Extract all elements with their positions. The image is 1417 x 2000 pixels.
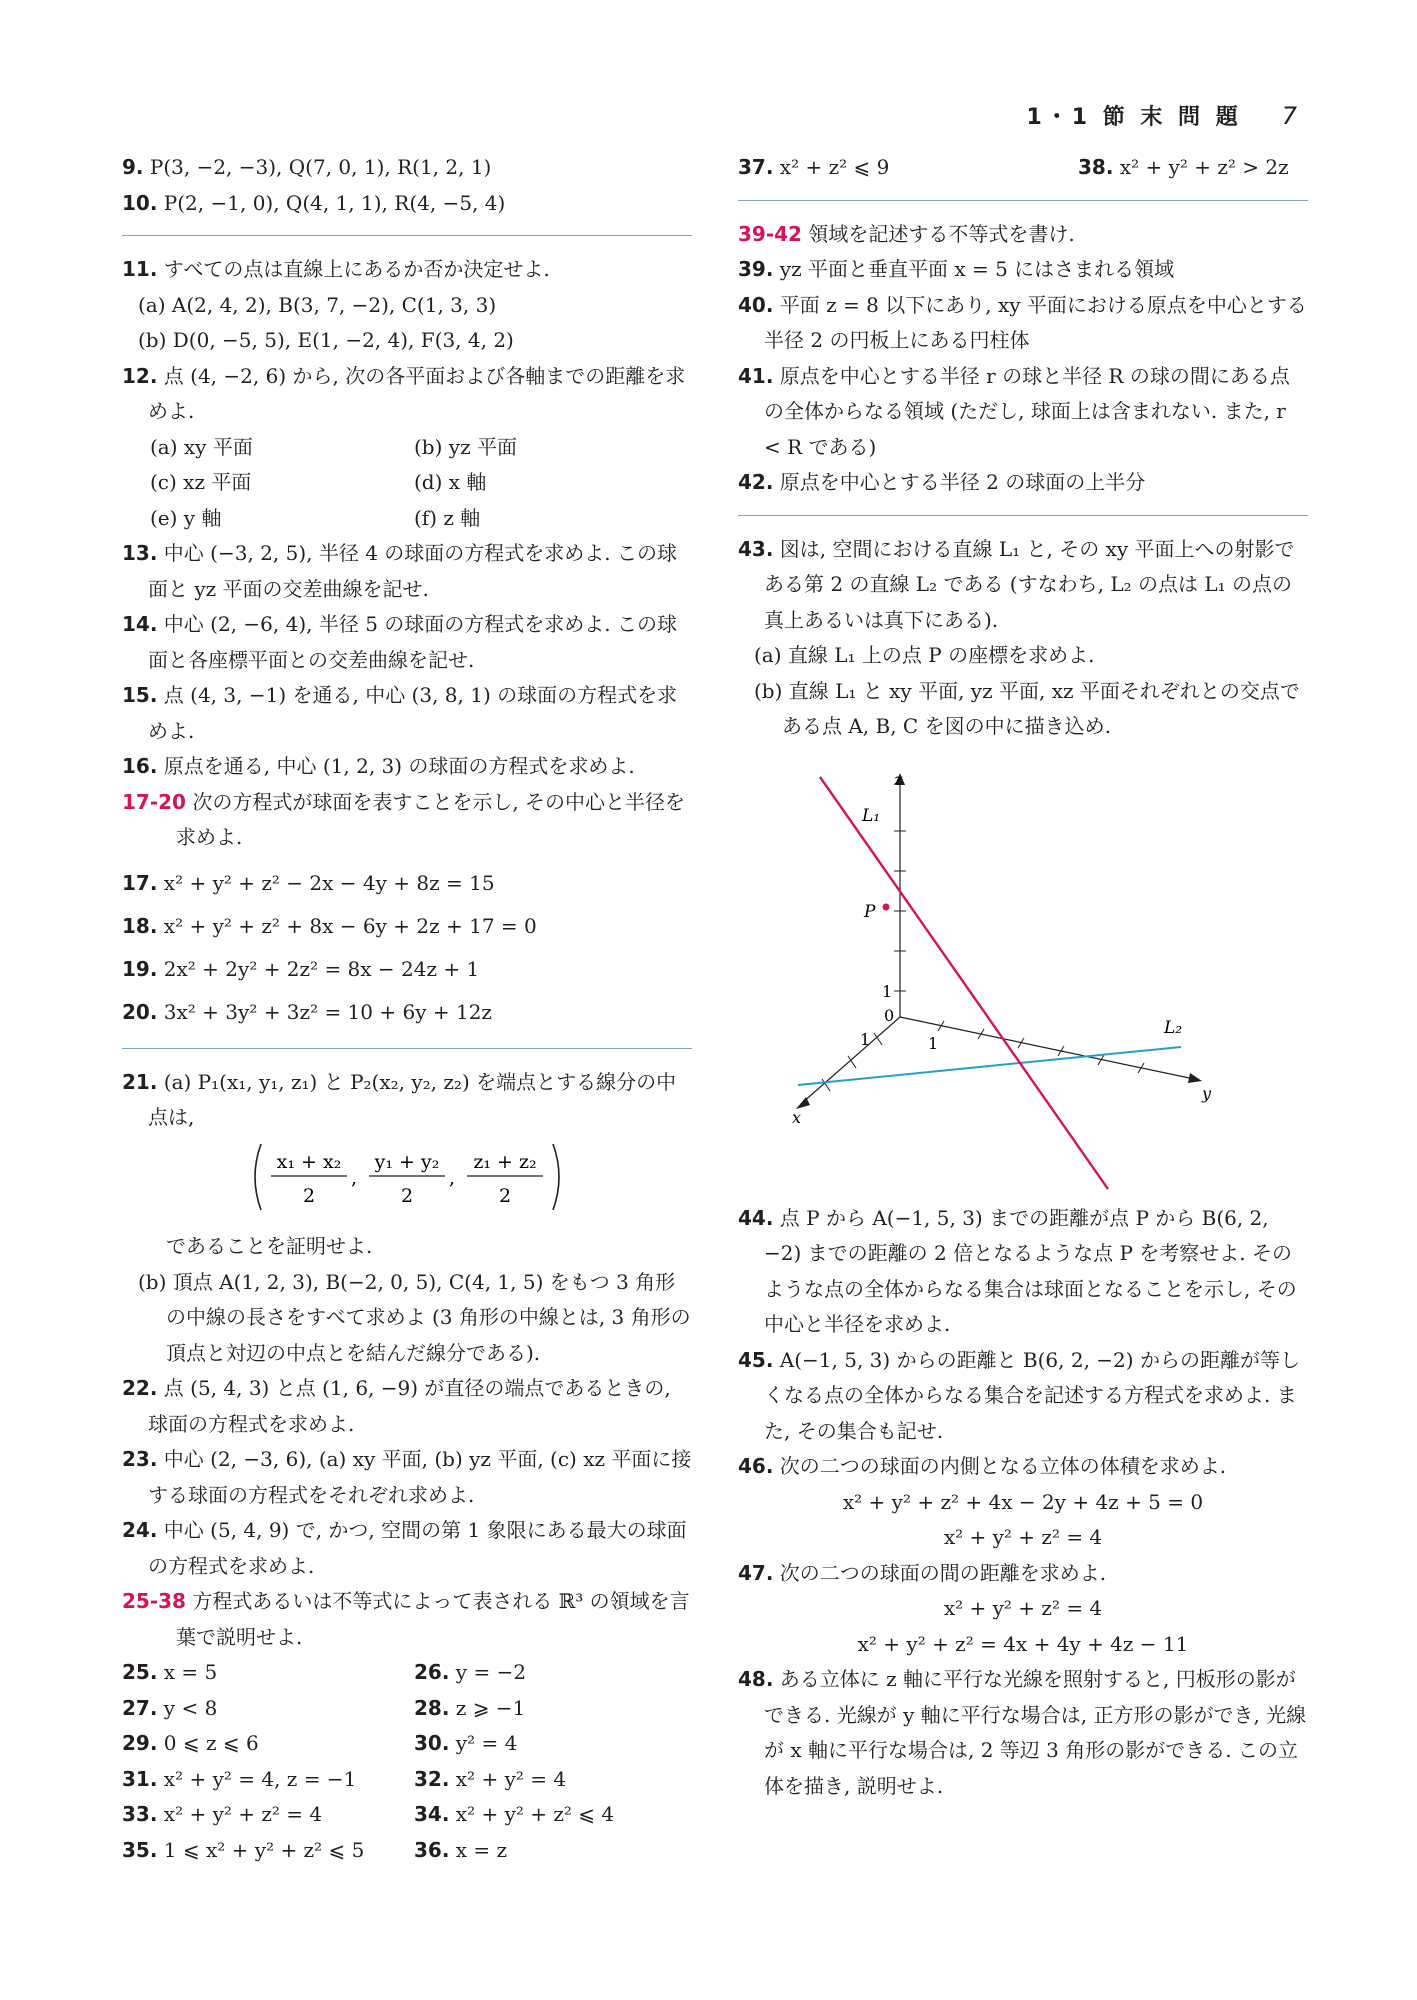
problem-43b: (b) 直線 L₁ と xy 平面, yz 平面, xz 平面それぞれとの交点である点 A, B, C を図の中に描き込め. xyxy=(754,678,1300,738)
right-column xyxy=(738,150,1308,1804)
problem-17: 17. x² + y² + z² − 2x − 4y + 8z = 15 xyxy=(122,870,495,895)
problem-text: x = z xyxy=(455,1837,508,1862)
page-number: 7 xyxy=(1281,102,1297,130)
problem-46-eq1: x² + y² + z² + 4x − 2y + 4z + 5 = 0 xyxy=(842,1489,1204,1514)
problem-41: 41. 原点を中心とする半径 r の球と半径 R の球の間にある点の全体からなる領域 (ただし, 球面上は含まれない. また, r < R である) xyxy=(738,363,1290,459)
problem-number: 28. xyxy=(414,1695,450,1720)
problem-text: x² + y² + z² ⩽ 4 xyxy=(455,1802,615,1826)
problem-11: 11. すべての点は直線上にあるか否か決定せよ. xyxy=(122,257,550,281)
problem-22: 22. 点 (5, 4, 3) と点 (1, 6, −9) が直径の端点であるときの, 球面の方程式を求めよ. xyxy=(122,1376,671,1436)
frac2-denominator: 2 xyxy=(400,1184,414,1207)
problem-item xyxy=(122,1655,414,1691)
problem-45: 45. A(−1, 5, 3) からの距離と B(6, 2, −2) からの距離が等しくなる点の全体からなる集合を記述する方程式を求めよ. また, その集合も記せ. xyxy=(738,1347,1300,1443)
problem-16: 16. 原点を通る, 中心 (1, 2, 3) の球面の方程式を求めよ. xyxy=(122,754,635,778)
problem-pair xyxy=(122,1726,692,1762)
problem-text: z ⩾ −1 xyxy=(455,1695,526,1720)
divider xyxy=(122,235,692,236)
problem-19: 19. 2x² + 2y² + 2z² = 8x − 24z + 1 xyxy=(122,956,480,981)
problem-23: 23. 中心 (2, −3, 6), (a) xy 平面, (b) yz 平面, (c) xz 平面に接する球面の方程式をそれぞれ求めよ. xyxy=(122,1447,692,1507)
problem-44: 44. 点 P から A(−1, 5, 3) までの距離が点 P から B(6, 2, −2) までの距離の 2 倍となるような点 P を考察せよ. そのような点の全体からなる集合は球面となることを示し, その中心と半径を求めよ. xyxy=(738,1205,1297,1336)
y-tick-1-label: 1 xyxy=(928,1033,939,1053)
problem-item xyxy=(414,1797,614,1833)
frac3-numerator: z₁ + z₂ xyxy=(473,1150,537,1173)
problem-21a: 21. (a) P₁(x₁, y₁, z₁) と P₂(x₂, y₂, z₂) を端点とする線分の中点は, xyxy=(122,1069,677,1129)
z-tick-1-label: 1 xyxy=(882,981,893,1001)
problem-item xyxy=(414,1762,566,1798)
running-header xyxy=(1026,100,1297,131)
problem-48: 48. ある立体に z 軸に平行な光線を照射すると, 円板形の影ができる. 光線が y 軸に平行な場合は, 正方形の影ができ, 光線が x 軸に平行な場合は, 2 等辺 3 角形の影ができる. この立体を描き, 説明せよ. xyxy=(738,1667,1307,1798)
problem-18: 18. x² + y² + z² + 8x − 6y + 2z + 17 = 0 xyxy=(122,913,537,938)
problem-37: 37. x² + z² ⩽ 9 xyxy=(738,155,890,179)
problem-number: 31. xyxy=(122,1766,158,1791)
problem-text: 0 ⩽ z ⩽ 6 xyxy=(163,1731,259,1755)
figure-lines-3d xyxy=(792,769,1218,1201)
problem-text: x² + y² = 4 xyxy=(455,1766,567,1791)
problem-24: 24. 中心 (5, 4, 9) で, かつ, 空間の第 1 象限にある最大の球面の方程式を求めよ. xyxy=(122,1518,687,1578)
problem-9: 9. P(3, −2, −3), Q(7, 0, 1), R(1, 2, 1) xyxy=(122,155,492,179)
x-axis-label: x xyxy=(792,1107,802,1127)
frac3-denominator: 2 xyxy=(498,1184,512,1207)
problem-number: 33. xyxy=(122,1802,158,1826)
problem-number: 26. xyxy=(414,1660,450,1684)
divider xyxy=(738,515,1308,516)
problem-20: 20. 3x² + 3y² + 3z² = 10 + 6y + 12z xyxy=(122,999,492,1024)
problem-item xyxy=(122,1797,414,1833)
problem-21b: (b) 頂点 A(1, 2, 3), B(−2, 0, 5), C(4, 1, 5) をもつ 3 角形の中線の長さをすべて求めよ (3 角形の中線とは, 3 角形の頂点と対辺の中点とを結んだ線分である). xyxy=(138,1269,691,1365)
section-25-38: 25-38 方程式あるいは不等式によって表される ℝ³ の領域を言葉で説明せよ. xyxy=(122,1589,690,1649)
problem-40: 40. 平面 z = 8 以下にあり, xy 平面における原点を中心とする半径 2 の円板上にある円柱体 xyxy=(738,292,1307,352)
problem-11a: (a) A(2, 4, 2), B(3, 7, −2), C(1, 3, 3) xyxy=(138,292,497,317)
problem-item xyxy=(122,1833,414,1869)
problem-number: 25. xyxy=(122,1660,158,1684)
line-L1 xyxy=(820,777,1108,1189)
left-column xyxy=(122,150,692,1868)
y-axis-label: y xyxy=(1202,1083,1212,1103)
problem-text: y² = 4 xyxy=(455,1731,518,1755)
problem-pair xyxy=(122,1691,692,1727)
svg-text:,: , xyxy=(351,1166,358,1189)
problem-15: 15. 点 (4, 3, −1) を通る, 中心 (3, 8, 1) の球面の方程式を求めよ. xyxy=(122,683,678,743)
problem-46: 46. 次の二つの球面の内側となる立体の体積を求めよ. xyxy=(738,1454,1227,1478)
problem-text: x = 5 xyxy=(163,1660,218,1684)
problem-pair xyxy=(122,1833,692,1869)
x-tick-1-label: 1 xyxy=(860,1029,871,1049)
problem-item xyxy=(414,1833,507,1869)
midpoint-formula xyxy=(122,1140,692,1226)
problem-text: 1 ⩽ x² + y² + z² ⩽ 5 xyxy=(163,1837,365,1862)
problem-12: 12. 点 (4, −2, 6) から, 次の各平面および各軸までの距離を求めよ. xyxy=(122,363,686,423)
problem-pair xyxy=(122,1762,692,1798)
problem-item xyxy=(414,1691,525,1727)
problem-text: y = −2 xyxy=(455,1660,527,1684)
problem-item xyxy=(122,1726,414,1762)
line-L2 xyxy=(798,1047,1181,1085)
problem-13: 13. 中心 (−3, 2, 5), 半径 4 の球面の方程式を求めよ. この球面と yz 平面の交差曲線を記せ. xyxy=(122,541,677,601)
problem-item xyxy=(414,1655,526,1691)
z-axis-label: z xyxy=(894,769,903,789)
problems-25-36 xyxy=(122,1655,692,1868)
problem-47: 47. 次の二つの球面の間の距離を求めよ. xyxy=(738,1560,1107,1585)
problem-number: 27. xyxy=(122,1695,158,1720)
problem-43a: (a) 直線 L₁ 上の点 P の座標を求めよ. xyxy=(754,643,1095,667)
svg-text:,: , xyxy=(449,1166,456,1189)
section-39-42: 39-42 領域を記述する不等式を書け. xyxy=(738,221,1075,246)
problem-14: 14. 中心 (2, −6, 4), 半径 5 の球面の方程式を求めよ. この球面と各座標平面との交差曲線を記せ. xyxy=(122,612,677,672)
section-17-20: 17-20 次の方程式が球面を表すことを示し, その中心と半径を求めよ. xyxy=(122,789,686,849)
problem-42: 42. 原点を中心とする半径 2 の球面の上半分 xyxy=(738,470,1146,494)
frac1-numerator: x₁ + x₂ xyxy=(276,1150,342,1173)
problem-item xyxy=(122,1762,414,1798)
problem-12-row1: (a) xy 平面 (b) yz 平面 xyxy=(150,434,517,459)
point-P xyxy=(883,903,890,910)
problem-47-eq1: x² + y² + z² = 4 xyxy=(943,1596,1103,1620)
y-axis-arrow xyxy=(1188,1073,1202,1083)
problem-46-eq2: x² + y² + z² = 4 xyxy=(943,1525,1103,1549)
problem-10: 10. P(2, −1, 0), Q(4, 1, 1), R(4, −5, 4) xyxy=(122,190,506,215)
problem-number: 32. xyxy=(414,1766,450,1791)
problem-text: x² + y² = 4, z = −1 xyxy=(163,1766,357,1791)
midpoint-formula-svg xyxy=(247,1140,567,1214)
problem-12-row2: (c) xz 平面 (d) x 軸 xyxy=(150,470,487,494)
section-title: 1・1 節 末 問 題 xyxy=(1026,105,1242,130)
divider xyxy=(738,200,1308,201)
P-label: P xyxy=(864,901,876,922)
L2-label: L₂ xyxy=(1164,1017,1183,1038)
problem-number: 34. xyxy=(414,1802,450,1826)
divider xyxy=(122,1048,692,1049)
problem-11b: (b) D(0, −5, 5), E(1, −2, 4), F(3, 4, 2) xyxy=(138,328,514,352)
problem-item xyxy=(122,1691,414,1727)
L1-label: L₁ xyxy=(862,805,881,826)
problem-number: 30. xyxy=(414,1731,450,1755)
problem-39: 39. yz 平面と垂直平面 x = 5 にはさまれる領域 xyxy=(738,257,1175,281)
problem-pair xyxy=(122,1797,692,1833)
problem-43: 43. 図は, 空間における直線 L₁ と, その xy 平面上への射影である第 2 の直線 L₂ である (すなわち, L₂ の点は L₁ の点の真上あるいは真下にある). xyxy=(738,536,1295,632)
problem-number: 35. xyxy=(122,1837,158,1862)
problem-number: 36. xyxy=(414,1837,450,1862)
problem-12-row3: (e) y 軸 (f) z 軸 xyxy=(150,505,481,530)
problem-47-eq2: x² + y² + z² = 4x + 4y + 4z − 11 xyxy=(857,1631,1189,1656)
frac1-denominator: 2 xyxy=(302,1184,316,1207)
problem-38: 38. x² + y² + z² > 2z xyxy=(1078,155,1289,179)
problems-37-38 xyxy=(738,150,1308,186)
problem-text: x² + y² + z² = 4 xyxy=(163,1802,323,1826)
problem-text: y < 8 xyxy=(163,1695,218,1720)
problem-21a-end: であることを証明せよ. xyxy=(166,1234,373,1258)
problem-item xyxy=(414,1726,517,1762)
problem-pair xyxy=(122,1655,692,1691)
problem-number: 29. xyxy=(122,1731,158,1755)
origin-label: 0 xyxy=(884,1005,895,1025)
frac2-numerator: y₁ + y₂ xyxy=(374,1150,440,1173)
